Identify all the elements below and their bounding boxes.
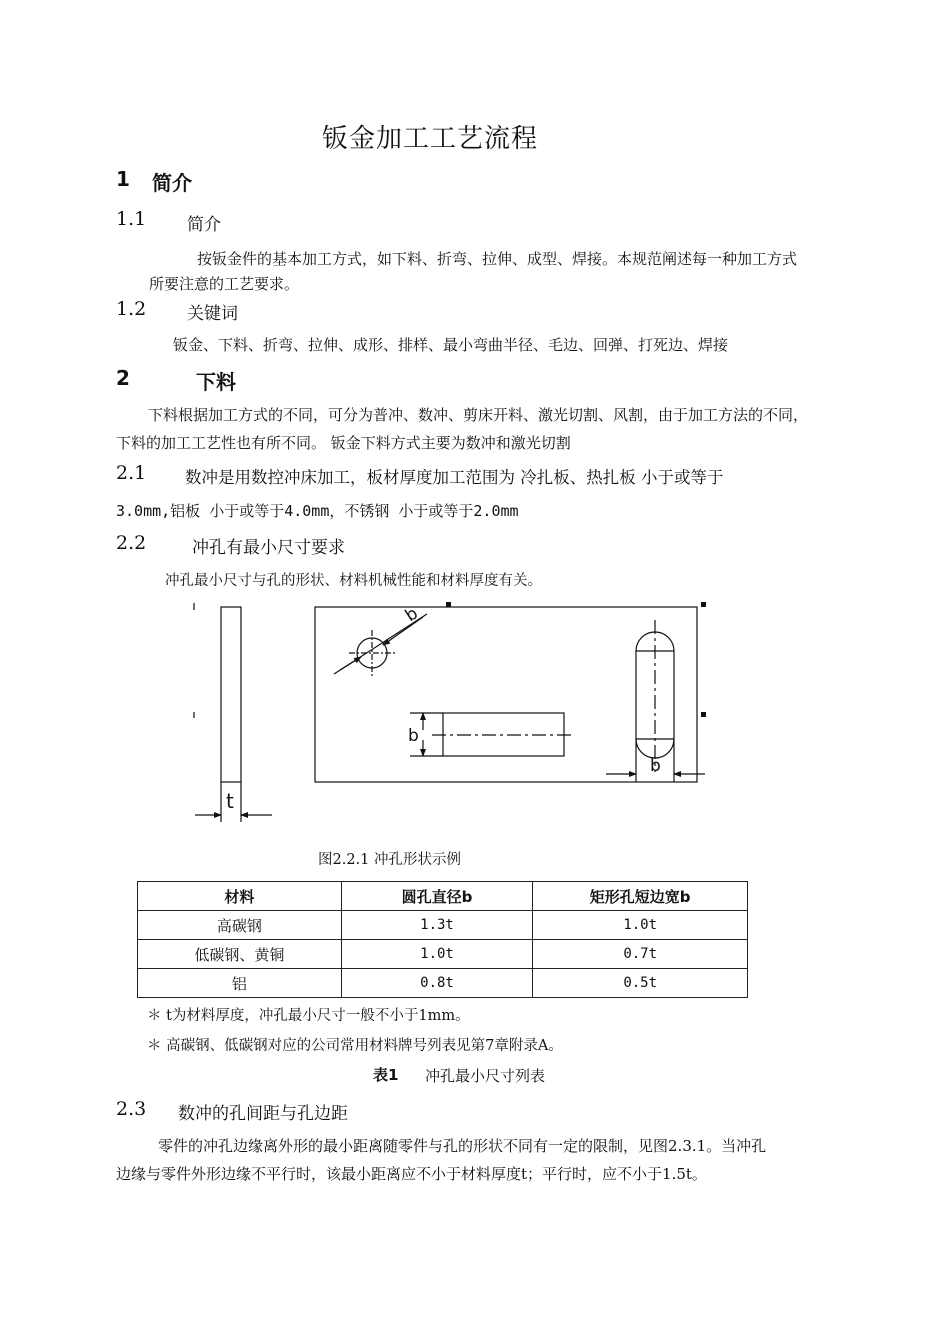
page-title: 钣金加工工艺流程 [321,124,538,154]
section-2-1-line2: 3.0mm,铝板 小于或等于4.0mm，不锈钢 小于或等于2.0mm [116,502,519,520]
section-2-1-number: 2.1 [116,462,147,484]
table-row [138,969,748,998]
slot-b-label: b [650,756,661,776]
plate-side-view [221,607,241,782]
keywords-line: 钣金、下料、折弯、拉伸、成形、排样、最小弯曲半径、毛边、回弹、打死边、焊接 [173,336,729,354]
table-caption-label: 表1 [373,1066,399,1084]
table-cell: 高碳钢 [138,911,342,940]
section-1-1-heading: 简介 [187,215,221,235]
table-cell: 低碳钢、黄铜 [138,940,342,969]
section-2-heading: 下料 [196,370,236,394]
table-header-round-hole: 圆孔直径b [341,882,533,911]
table-row [138,911,748,940]
figure-caption: 图2.2.1 冲孔形状示例 [318,852,462,868]
section-1-1-number: 1.1 [116,208,147,230]
table-cell: 1.0t [341,940,533,969]
table-caption-text: 冲孔最小尺寸列表 [425,1067,546,1085]
section-2-2-intro: 冲孔最小尺寸与孔的形状、材料机械性能和材料厚度有关。 [165,573,542,589]
table-cell: 铝 [138,969,342,998]
section-1-heading: 简介 [152,171,192,195]
section-2-2-heading: 冲孔有最小尺寸要求 [192,538,345,558]
section-2-number: 2 [116,366,130,390]
section-1-2-heading: 关键词 [187,304,238,324]
table-cell: 0.5t [533,969,748,998]
table-cell: 1.3t [341,911,533,940]
section-2-1-line1: 数冲是用数控冲床加工，板材厚度加工范围为 冷扎板、热扎板 小于或等于 [185,468,724,487]
section-2-2-number: 2.2 [116,532,147,554]
table-header-material: 材料 [138,882,342,911]
section-2-3-number: 2.3 [116,1098,147,1120]
section-2-3-para-line1: 零件的冲孔边缘离外形的最小距离随零件与孔的形状不同有一定的限制，见图2.3.1。当冲孔 [158,1137,767,1155]
section-1-2-number: 1.2 [116,298,147,320]
table-cell: 0.8t [341,969,533,998]
table-note-1: ＊ t为材料厚度，冲孔最小尺寸一般不小于1mm。 [147,1008,470,1024]
table-cell: 1.0t [533,911,748,940]
section-2-3-heading: 数冲的孔间距与孔边距 [178,1104,348,1124]
table-header-rect-hole: 矩形孔短边宽b [533,882,748,911]
punch-min-size-table [137,881,748,998]
table-note-2: ＊ 高碳钢、低碳钢对应的公司常用材料牌号列表见第7章附录A。 [147,1038,563,1054]
section-2-para-line2: 下料的加工工艺性也有所不同。 钣金下料方式主要为数冲和激光切割 [116,434,571,452]
section-2-3-para-line2: 边缘与零件外形边缘不平行时，该最小距离应不小于材料厚度t；平行时，应不小于1.5t。 [116,1165,707,1183]
diameter-label: b [401,603,422,627]
section-1-number: 1 [116,167,130,191]
table-cell: 0.7t [533,940,748,969]
table-header-row [138,882,748,911]
rect-hole-b-label: b [408,726,419,746]
section-1-1-para-line1: 按钣金件的基本加工方式，如下料、折弯、拉伸、成型、焊接。本规范阐述每一种加工方式 [197,250,798,268]
table-row [138,940,748,969]
section-2-para-line1: 下料根据加工方式的不同，可分为普冲、数冲、剪床开料、激光切割、风割，由于加工方法的不同， [148,406,809,424]
t-label: t [226,789,234,813]
section-1-1-para-line2: 所要注意的工艺要求。 [149,275,300,293]
